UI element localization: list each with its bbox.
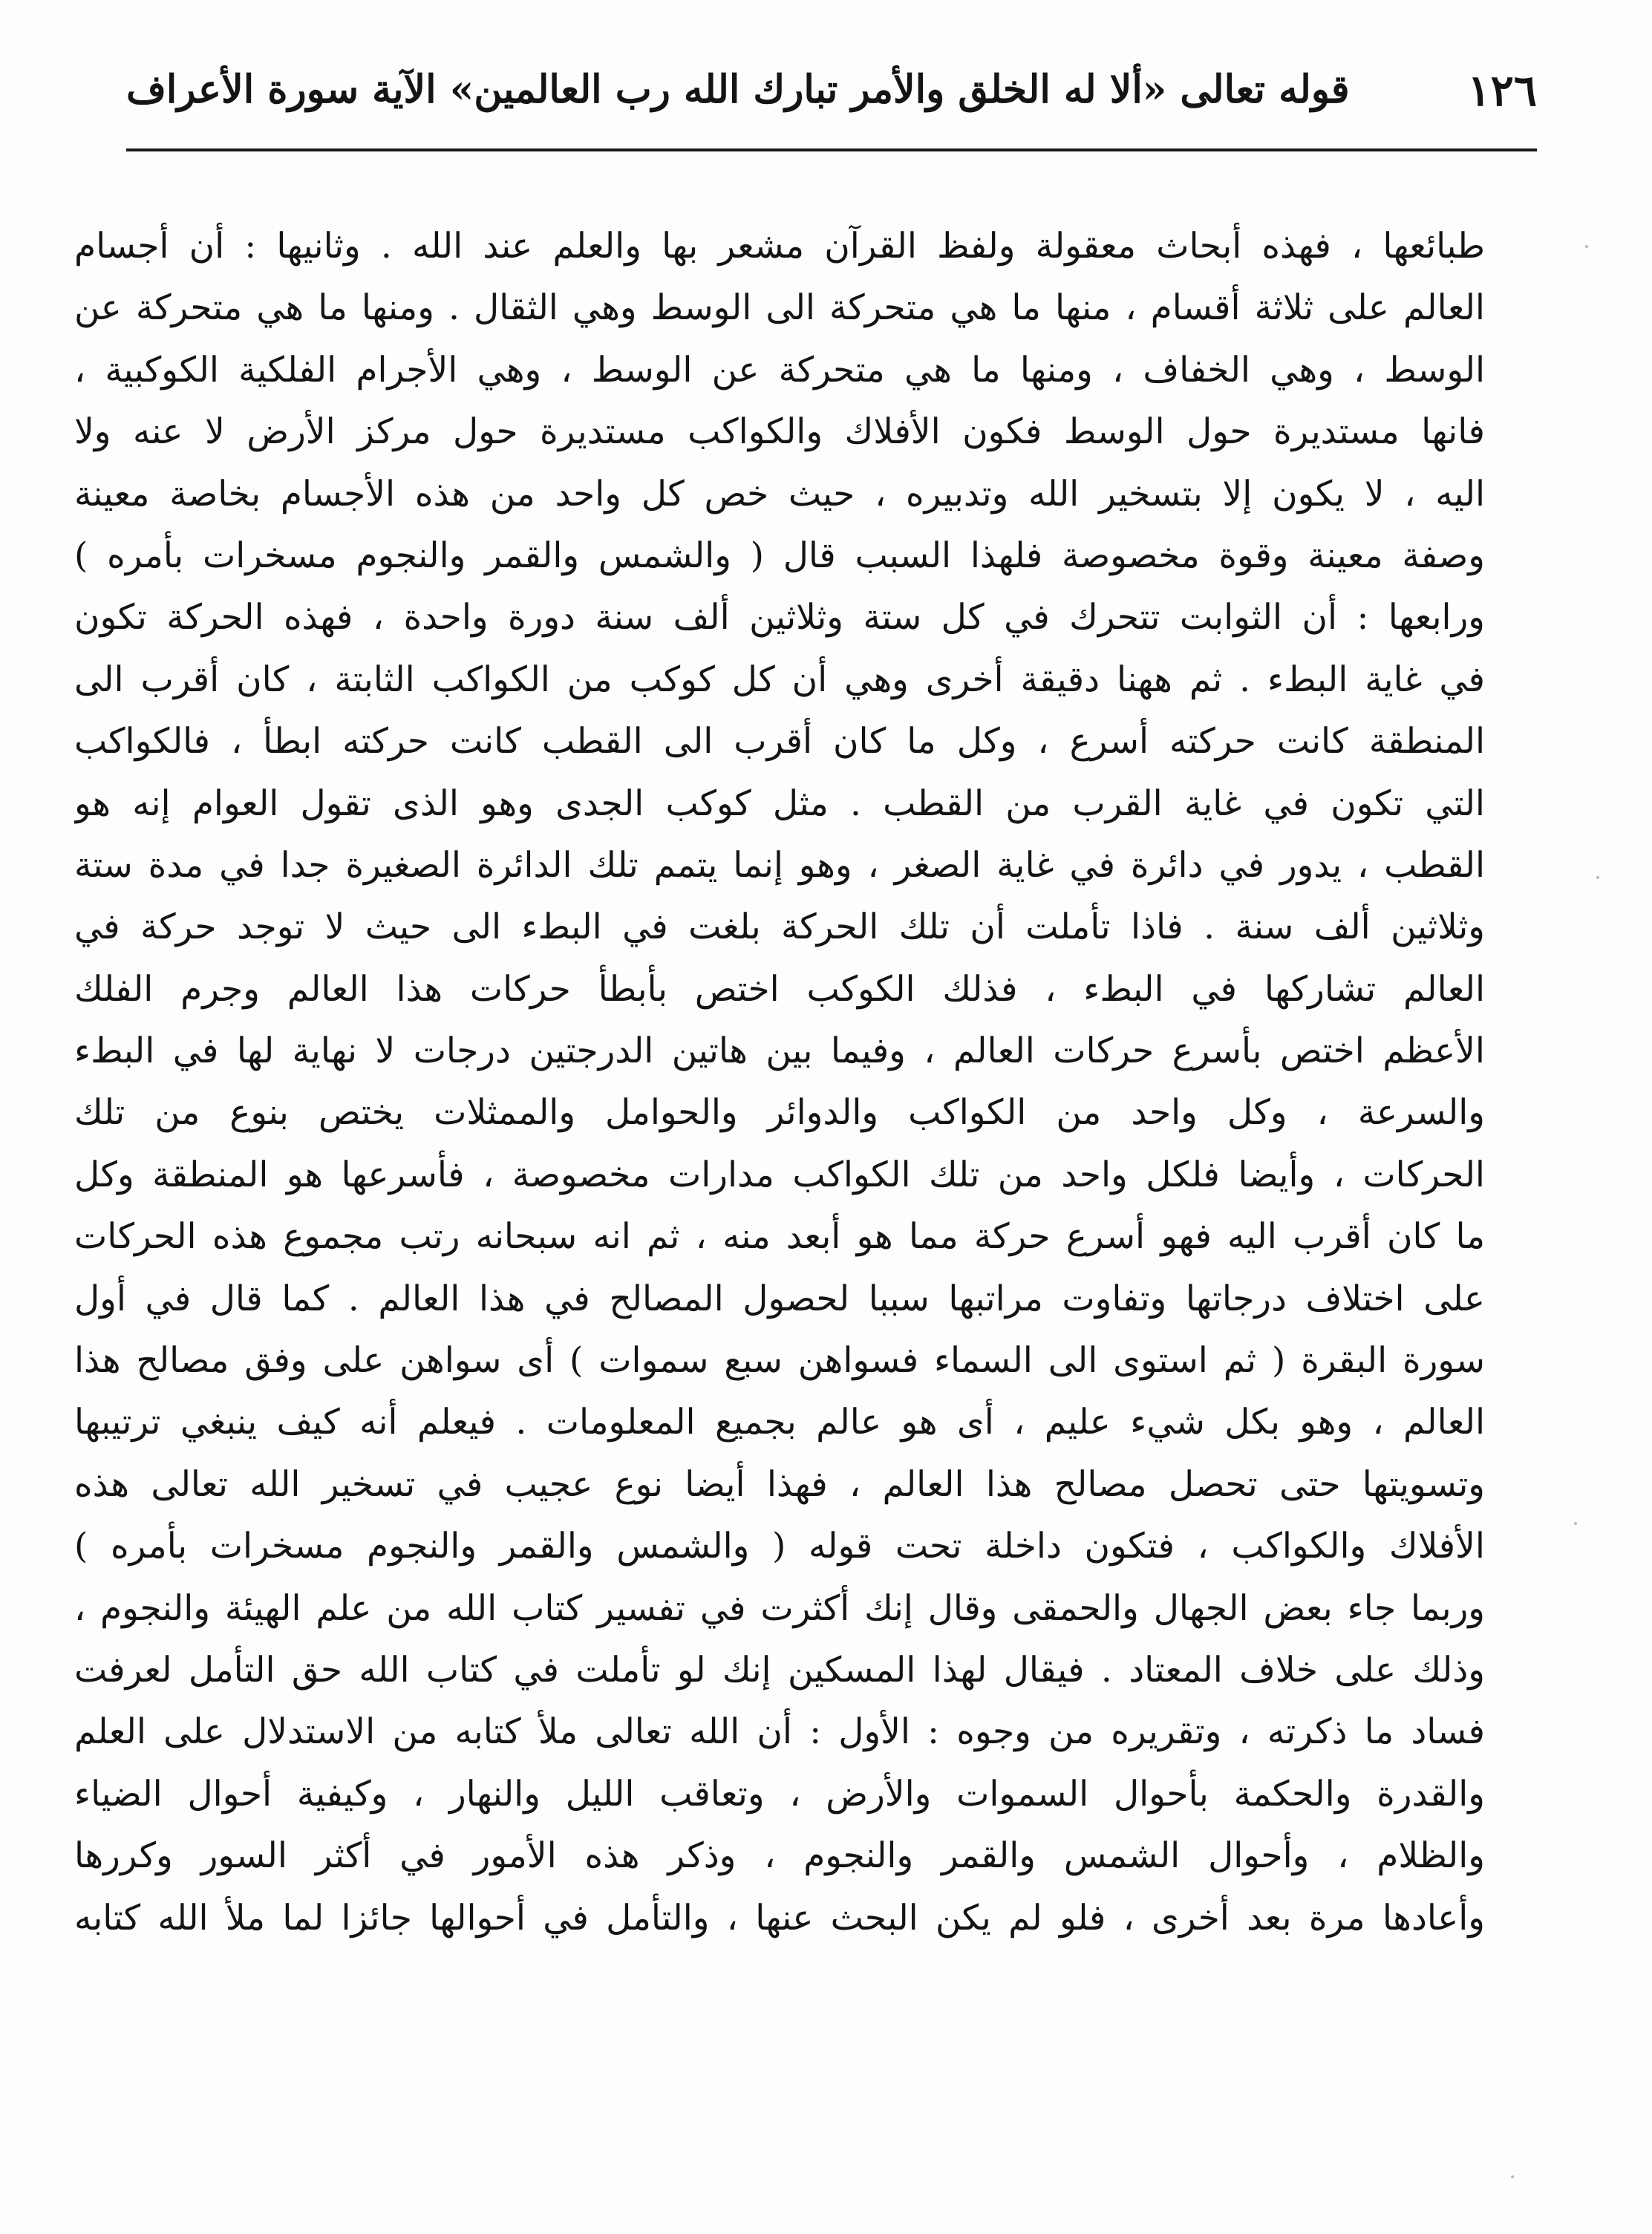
- text-line: الحركات ، وأيضا فلكل واحد من تلك الكواكب مدارات مخصوصة ، فأسرعها هو المنطقة وكل: [74, 1154, 1485, 1195]
- text-line: في غاية البطء . ثم ههنا دقيقة أخرى وهي أن كل كوكب من الكواكب الثابتة ، كان أقرب الى: [74, 659, 1485, 700]
- text-line: والسرعة ، وكل واحد من الكواكب والدوائر والحوامل والممثلات يختص بنوع من تلك: [74, 1092, 1485, 1134]
- text-line: وثلاثين ألف سنة . فاذا تأملت أن تلك الحركة بلغت في البطء الى حيث لا توجد حركة في: [74, 907, 1485, 948]
- text-line: وصفة معينة وقوة مخصوصة فلهذا السبب قال ( والشمس والقمر والنجوم مسخرات بأمره ): [74, 535, 1485, 576]
- text-line: وتسويتها حتى تحصل مصالح هذا العالم ، فهذا أيضا نوع عجيب في تسخير الله تعالى هذه: [74, 1463, 1485, 1505]
- text-line: الأفلاك والكواكب ، فتكون داخلة تحت قوله ( والشمس والقمر والنجوم مسخرات بأمره ): [74, 1526, 1485, 1567]
- page-number: ١٢٦: [1467, 65, 1537, 116]
- text-line: ورابعها : أن الثوابت تتحرك في كل ستة وثلاثين ألف سنة دورة واحدة ، فهذه الحركة تكون: [74, 597, 1485, 638]
- text-line: وأعادها مرة بعد أخرى ، فلو لم يكن البحث عنها ، والتأمل في أحوالها جائزا لما ملأ الله كتابه: [74, 1897, 1485, 1939]
- text-line: وذلك على خلاف المعتاد . فيقال لهذا المسكين إنك لو تأملت في كتاب الله حق التأمل لعرفت: [74, 1649, 1485, 1691]
- scan-speck: [1596, 876, 1599, 879]
- body-text: [74, 215, 1485, 1949]
- text-line: التي تكون في غاية القرب من القطب . مثل كوكب الجدى وهو الذى تقول العوام إنه هو: [74, 783, 1485, 824]
- text-line: اليه ، لا يكون إلا بتسخير الله وتدبيره ، حيث خص كل واحد من هذه الأجسام بخاصة معينة: [74, 473, 1485, 515]
- text-line: طبائعها ، فهذه أبحاث معقولة ولفظ القرآن مشعر بها والعلم عند الله . وثانيها : أن أجسام: [74, 226, 1485, 267]
- text-line: المنطقة كانت حركته أسرع ، وكل ما كان أقرب الى القطب كانت حركته ابطأ ، فالكواكب: [74, 721, 1485, 762]
- text-line: سورة البقرة ( ثم استوى الى السماء فسواهن سبع سموات ) أى سواهن على وفق مصالح هذا: [74, 1340, 1485, 1382]
- text-line: الوسط ، وهي الخفاف ، ومنها ما هي متحركة عن الوسط ، وهي الأجرام الفلكية الكوكبية ،: [74, 349, 1485, 391]
- text-line: فساد ما ذكرته ، وتقريره من وجوه : الأول : أن الله تعالى ملأ كتابه من الاستدلال على العلم: [74, 1711, 1485, 1753]
- page-header: [126, 45, 1537, 126]
- text-line: فانها مستديرة حول الوسط فكون الأفلاك والكواكب مستديرة حول مركز الأرض لا عنه ولا: [74, 411, 1485, 453]
- scan-speck: [1574, 1522, 1577, 1525]
- text-line: على اختلاف درجاتها وتفاوت مراتبها سببا لحصول المصالح في هذا العالم . كما قال في أول: [74, 1278, 1485, 1319]
- text-line: وربما جاء بعض الجهال والحمقى وقال إنك أكثرت في تفسير كتاب الله من علم الهيئة والنجوم ،: [74, 1587, 1485, 1629]
- text-line: والقدرة والحكمة بأحوال السموات والأرض ، وتعاقب الليل والنهار ، وكيفية أحوال الضياء: [74, 1773, 1485, 1815]
- text-line: العالم تشاركها في البطء ، فذلك الكوكب اختص بأبطأ حركات هذا العالم وجرم الفلك: [74, 968, 1485, 1010]
- text-line: والظلام ، وأحوال الشمس والقمر والنجوم ، وذكر هذه الأمور في أكثر السور وكررها: [74, 1835, 1485, 1877]
- text-line: العالم ، وهو بكل شيء عليم ، أى هو عالم بجميع المعلومات . فيعلم أنه كيف ينبغي ترتيبها: [74, 1402, 1485, 1443]
- scan-speck: [1511, 2175, 1514, 2178]
- running-head: قوله تعالى «ألا له الخلق والأمر تبارك الله رب العالمين» الآية سورة الأعراف: [126, 67, 1350, 112]
- text-line: ما كان أقرب اليه فهو أسرع حركة مما هو أبعد منه ، ثم انه سبحانه رتب مجموع هذه الحركات: [74, 1216, 1485, 1258]
- text-line: الأعظم اختص بأسرع حركات العالم ، وفيما بين هاتين الدرجتين درجات لا نهاية لها في البطء: [74, 1031, 1485, 1072]
- header-rule: [126, 148, 1537, 151]
- text-line: العالم على ثلاثة أقسام ، منها ما هي متحركة الى الوسط وهي الثقال . ومنها ما هي متحركة عن: [74, 287, 1485, 329]
- text-line: القطب ، يدور في دائرة في غاية الصغر ، وهو إنما يتمم تلك الدائرة الصغيرة جدا في مدة ستة: [74, 844, 1485, 886]
- scan-speck: [1585, 245, 1588, 248]
